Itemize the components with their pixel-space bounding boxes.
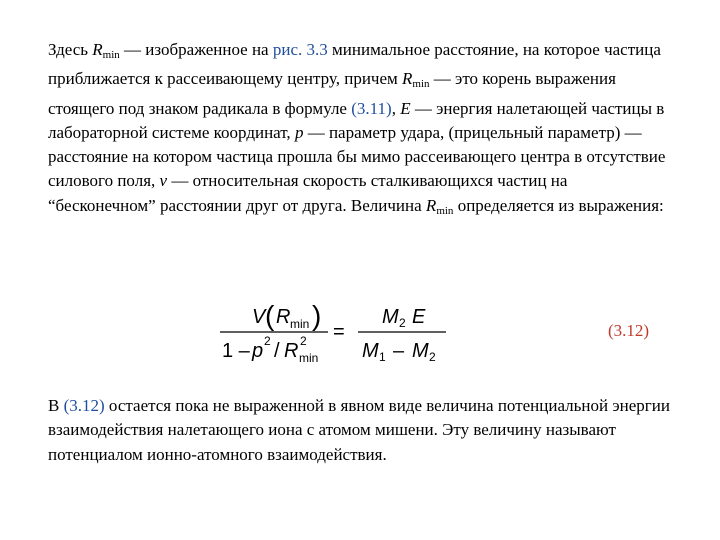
eq-r-sup: 2 — [300, 334, 307, 348]
paragraph-potential — [48, 394, 676, 467]
formula-reference-link[interactable]: (3.12) — [63, 396, 105, 415]
eq-one-minus: 1 – — [222, 340, 250, 362]
equation-3-12 — [212, 296, 452, 368]
text-run: , — [391, 98, 401, 118]
symbol-v: v — [159, 171, 168, 191]
text-run: остается пока не выраженной в явном виде величина потенциальной энергии взаимодействия налетающего иона с атомом мишени. Эту величину называют потенциалом ионно-атомного взаимодействия. — [48, 396, 670, 464]
eq-equals: = — [333, 321, 345, 343]
text-run: Здесь — [48, 40, 93, 59]
text-run: определяется из выражения: — [453, 195, 664, 215]
symbol-r: R — [92, 40, 103, 59]
paragraph-definitions — [48, 38, 676, 223]
eq-minus: – — [393, 340, 405, 362]
eq-slash: / — [274, 340, 280, 362]
eq-r-sub: min — [290, 317, 310, 331]
text-run: — это корень выражения стоящего под знаком радикала в формуле — [48, 69, 616, 118]
eq-m1-sub: 1 — [379, 350, 386, 364]
eq-r-den: R — [284, 340, 299, 362]
eq-r: R — [276, 306, 291, 328]
text-run: минимальное расстояние, на которое частица приближается к рассеивающему центру, причем — [48, 40, 661, 89]
symbol-r: R — [402, 69, 413, 89]
subscript-min: min — [412, 78, 430, 91]
text-run: — энергия налетающей частицы в лабораторной системе координат, — [48, 98, 665, 142]
text-run: — изображенное на — [119, 40, 273, 59]
eq-p-sup: 2 — [264, 334, 271, 348]
eq-e: E — [412, 306, 426, 328]
eq-m2b-sub: 2 — [429, 350, 436, 364]
subscript-min: min — [436, 204, 454, 217]
text-run: В — [48, 396, 64, 415]
eq-v: V — [252, 306, 266, 328]
symbol-p: p — [294, 122, 304, 142]
figure-reference-link[interactable]: рис. 3.3 — [272, 40, 328, 59]
text-run: — параметр удара, (прицельный параметр) — расстояние на котором частица прошла бы мимо рассеивающего центра в отсутствие силового поля, — [48, 122, 666, 191]
text-run: — относительная скорость сталкивающихся частиц на “бесконечном” расстоянии друг от друга. Величина — [48, 171, 568, 215]
formula-reference-link[interactable]: (3.11) — [351, 98, 392, 118]
eq-m2b: M — [412, 340, 429, 362]
eq-r-den-sub: min — [299, 351, 319, 365]
equation-graphic — [212, 296, 452, 368]
eq-left-paren: ( — [265, 300, 275, 331]
subscript-min: min — [102, 49, 120, 61]
eq-m1: M — [362, 340, 379, 362]
eq-m2: M — [382, 306, 399, 328]
eq-right-paren: ) — [312, 300, 322, 331]
eq-m2-sub: 2 — [399, 316, 406, 330]
eq-p: p — [252, 340, 264, 362]
symbol-r: R — [425, 195, 437, 215]
equation-number: (3.12) — [608, 321, 650, 340]
symbol-e: E — [400, 98, 411, 118]
